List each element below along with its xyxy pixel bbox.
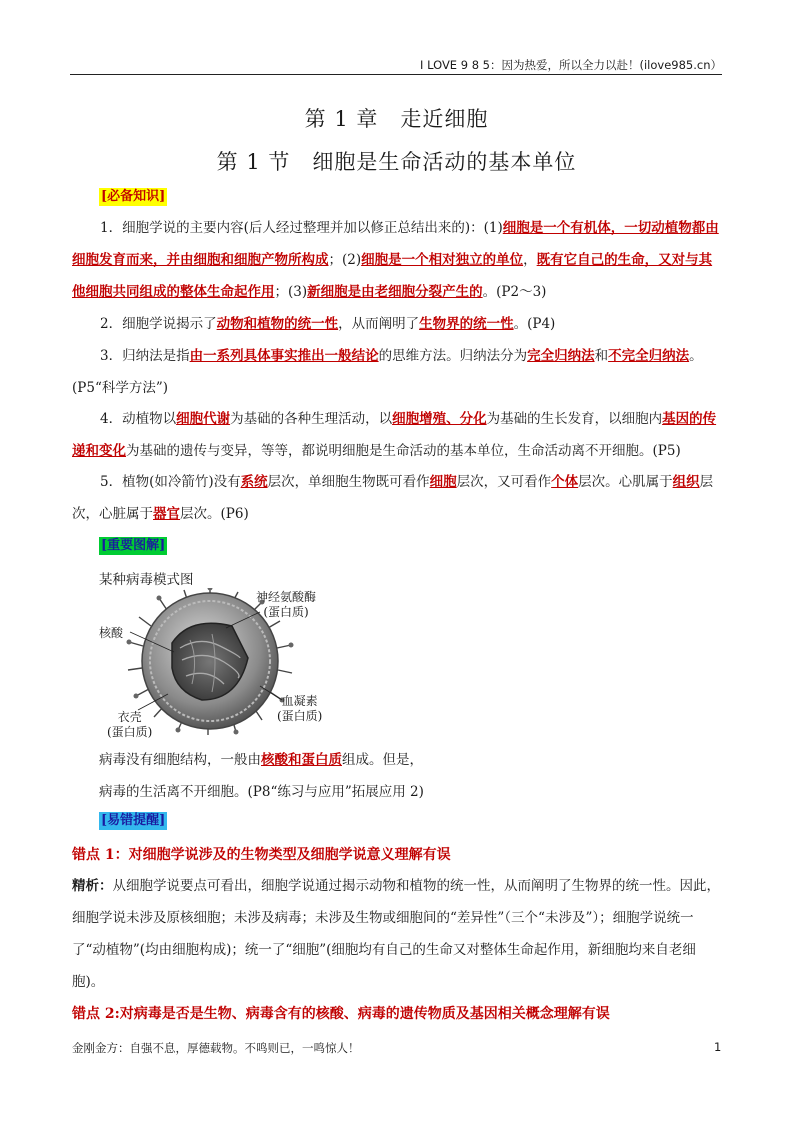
label-nucleic-acid: 核酸 — [99, 626, 124, 640]
answer: 细胞是一个相对独立的单位 — [361, 252, 524, 268]
answer: 核酸和蛋白质 — [261, 752, 342, 768]
figure-caption: 某种病毒模式图 — [99, 572, 194, 588]
section-title: 第 1 节 细胞是生命活动的基本单位 — [216, 150, 577, 174]
answer: 细胞代谢 — [176, 411, 231, 427]
virus-text-line-1: 病毒没有细胞结构，一般由核酸和蛋白质组成。但是， — [99, 752, 423, 768]
answer: 细胞增殖、分化 — [392, 411, 487, 427]
tag-key-figure: [重要图解] — [101, 538, 166, 553]
virus-text-line-2: 病毒的生活离不开细胞。(P8“练习与应用”拓展应用 2) — [99, 784, 424, 800]
label-hemagglutinin: 血凝素 (蛋白质) — [277, 694, 323, 723]
answer: 组织 — [672, 474, 700, 490]
answer: 完全归纳法 — [527, 348, 595, 364]
answer: 生物界的统一性 — [419, 316, 514, 332]
mistake-1-heading: 错点 1：对细胞学说涉及的生物类型及细胞学说意义理解有误 — [72, 847, 451, 863]
knowledge-point-3: 3．归纳法是指由一系列具体事实推出一般结论的思维方法。归纳法分为完全归纳法和不完全归纳法。(P5“科学方法”) — [72, 348, 703, 396]
tag-common-mistakes: [易错提醒] — [101, 813, 166, 828]
footer-motto: 金刚金方：自强不息，厚德载物。不鸣则已，一鸣惊人！ — [72, 1041, 360, 1055]
page-number: 1 — [714, 1040, 722, 1054]
chapter-title: 第 1 章 走近细胞 — [304, 107, 489, 131]
answer: 新细胞是由老细胞分裂产生的 — [307, 284, 483, 300]
answer: 个体 — [551, 474, 579, 490]
knowledge-point-1: 1．细胞学说的主要内容(后人经过整理并加以修正总结出来的)：(1)细胞是一个有机体，一切动植物都由细胞发育而来，并由细胞和细胞产物所构成；(2)细胞是一个相对独立的单位，既有它自己的生命，又对与其他细胞共同组成的整体生命起作用；(3)新细胞是由老细胞分裂产生的。(P2～3) — [72, 220, 719, 300]
label-neuraminidase: 神经氨酸酶 (蛋白质) — [256, 590, 317, 619]
knowledge-point-2: 2．细胞学说揭示了动物和植物的统一性，从而阐明了生物界的统一性。(P4) — [100, 316, 556, 332]
answer: 由一系列具体事实推出一般结论 — [189, 348, 379, 364]
answer: 细胞 — [429, 474, 457, 490]
answer: 动物和植物的统一性 — [216, 316, 339, 332]
analysis-paragraph: 精析：从细胞学说要点可看出，细胞学说通过揭示动物和植物的统一性，从而阐明了生物界的统一性。因此，细胞学说未涉及原核细胞；未涉及病毒；未涉及生物或细胞间的“差异性”（三个“未涉及”）；细胞学说统一了“动植物”(均由细胞构成)；统一了“细胞”(细胞均有自己的生命又对整体生命起作用，新细胞均来自老细胞)。 — [72, 878, 720, 990]
answer: 基因的传递和变化 — [72, 411, 717, 459]
answer: 不完全归纳法 — [608, 348, 690, 364]
answer: 细胞是一个有机体，一切动植物都由细胞发育而来，并由细胞和细胞产物所构成 — [72, 220, 719, 268]
mistake-2-heading: 错点 2:对病毒是否是生物、病毒含有的核酸、病毒的遗传物质及基因相关概念理解有误 — [72, 1006, 610, 1022]
answer: 器官 — [153, 506, 180, 522]
page-header: I LOVE 9 8 5：因为热爱，所以全力以赴！(ilove985.cn） — [70, 56, 722, 75]
tag-essential-knowledge: [必备知识] — [101, 189, 166, 204]
answer: 系统 — [240, 474, 268, 490]
label-capsid: 衣壳 (蛋白质) — [107, 710, 153, 739]
knowledge-point-5: 5．植物(如冷箭竹)没有系统层次，单细胞生物既可看作细胞层次，又可看作个体层次。心肌属于组织层次，心脏属于器官层次。(P6) — [72, 474, 714, 522]
knowledge-point-4: 4．动植物以细胞代谢为基础的各种生理活动，以细胞增殖、分化为基础的生长发育，以细胞内基因的传递和变化为基础的遗传与变异，等等，都说明细胞是生命活动的基本单位，生命活动离不开细胞。(P5) — [72, 411, 717, 459]
answer: 既有它自己的生命，又对与其他细胞共同组成的整体生命起作用 — [72, 252, 713, 300]
